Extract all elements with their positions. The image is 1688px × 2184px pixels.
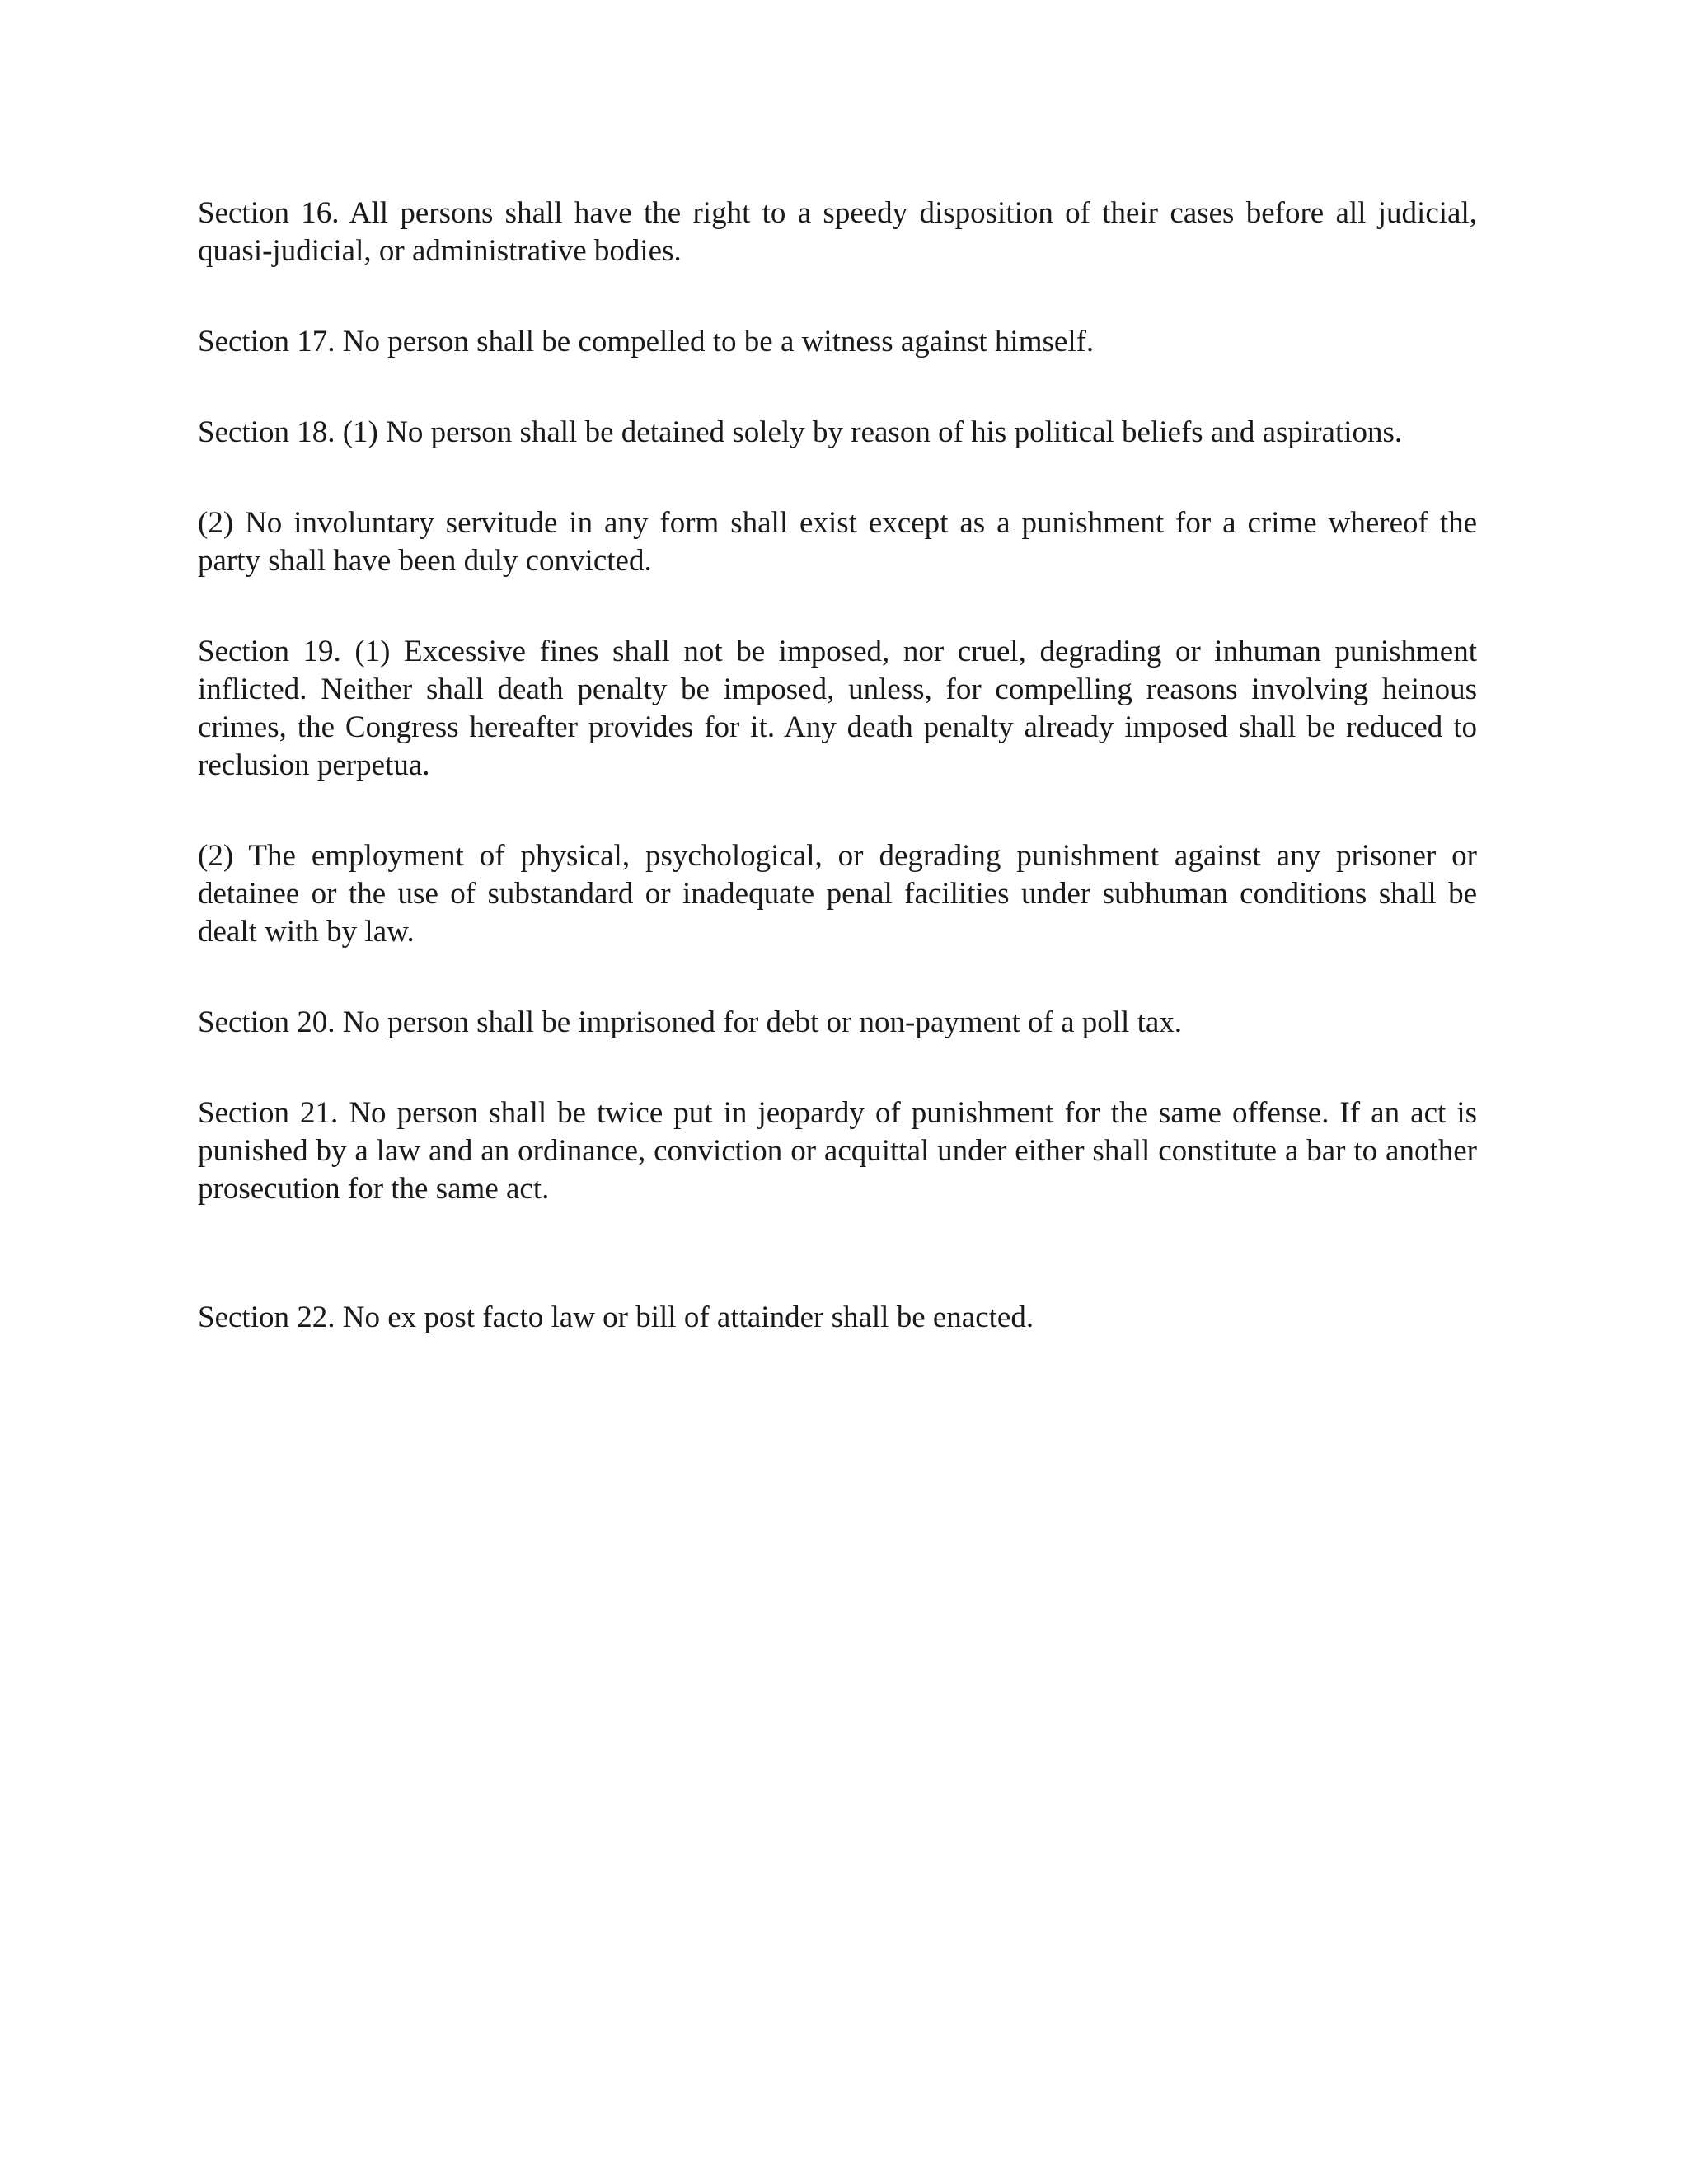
- section-18-1-paragraph: Section 18. (1) No person shall be detained solely by reason of his political beliefs and aspirations.: [198, 415, 1403, 449]
- section-19-2-paragraph: (2) The employment of physical, psychological, or degrading punishment against any prisoner or detainee or the use of substandard or inadequate penal facilities under subhuman conditions shall be dealt with by law.: [198, 839, 1477, 949]
- section-16-paragraph: Section 16. All persons shall have the right to a speedy disposition of their cases before all judicial, quasi-judicial, or administrative bodies.: [198, 196, 1477, 268]
- document-body: [198, 194, 1477, 1337]
- section-18-2-paragraph: (2) No involuntary servitude in any form shall exist except as a punishment for a crime whereof the party shall have been duly convicted.: [198, 506, 1477, 578]
- section-19-1-paragraph: Section 19. (1) Excessive fines shall not be imposed, nor cruel, degrading or inhuman punishment inflicted. Neither shall death penalty be imposed, unless, for compelling reasons involving heinous crimes, the Congress hereafter provides for it. Any death penalty already imposed shall be reduced to reclusion perpetua.: [198, 635, 1477, 782]
- section-17-paragraph: Section 17. No person shall be compelled to be a witness against himself.: [198, 325, 1095, 359]
- section-21-paragraph: Section 21. No person shall be twice put in jeopardy of punishment for the same offense. If an act is punished by a law and an ordinance, conviction or acquittal under either shall constitute a bar to another prosecution for the same act.: [198, 1096, 1477, 1206]
- section-22-paragraph: Section 22. No ex post facto law or bill of attainder shall be enacted.: [198, 1301, 1034, 1334]
- section-20-paragraph: Section 20. No person shall be imprisoned for debt or non-payment of a poll tax.: [198, 1005, 1183, 1039]
